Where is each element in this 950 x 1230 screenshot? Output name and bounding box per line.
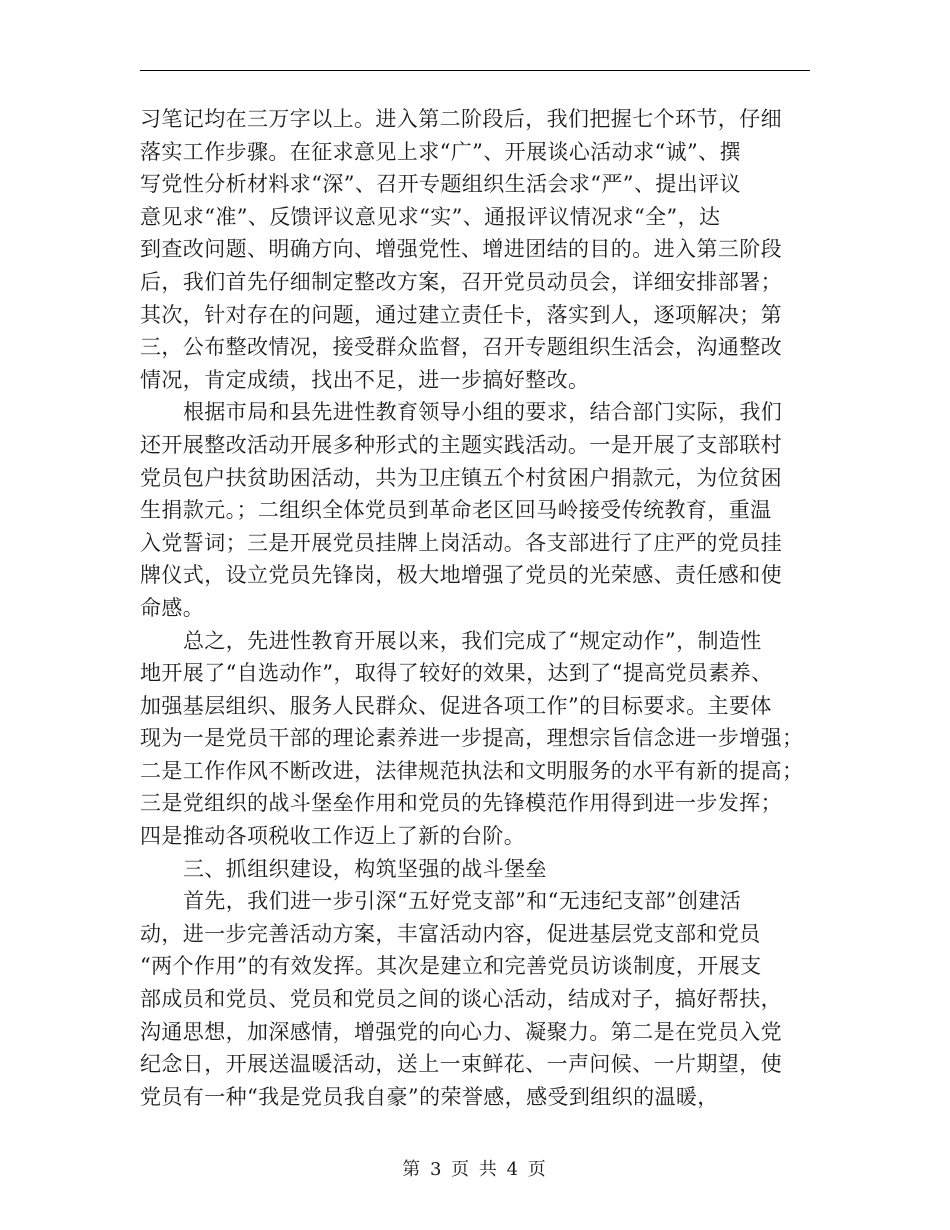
- text-line: 沟通思想，加深感情，增强党的向心力、凝聚力。第二是在党员入党: [140, 1019, 782, 1044]
- text-line: 落实工作步骤。在征求意见上求“广”、开展谈心活动求“诚”、撰: [140, 139, 741, 164]
- text-line: 写党性分析材料求“深”、召开专题组织生活会求“严”、提出评议: [140, 172, 741, 197]
- paragraph-start-line: 总之，先进性教育开展以来，我们完成了“规定动作”，制造性: [183, 628, 762, 653]
- text-line: 党员有一种“我是党员我自豪”的荣誉感，感受到组织的温暖，: [140, 1084, 719, 1109]
- text-line: 到查改问题、明确方向、增强党性、增进团结的目的。进入第三阶段: [140, 237, 782, 262]
- text-line: 党员包户扶贫助困活动，共为卫庄镇五个村贫困户捐款元，为位贫困: [140, 465, 782, 490]
- text-line: 四是推动各项税收工作迈上了新的台阶。: [140, 824, 526, 849]
- text-line: 部成员和党员、党员和党员之间的谈心活动，结成对子，搞好帮扶，: [140, 987, 782, 1012]
- text-line: 二是工作作风不断改进，法律规范执法和文明服务的水平有新的提高；: [140, 758, 804, 783]
- text-line: 动，进一步完善活动方案，丰富活动内容，促进基层党支部和党员: [140, 921, 761, 946]
- paragraph-start-line: 首先，我们进一步引深“五好党支部”和“无违纪支部”创建活: [183, 889, 742, 914]
- text-line: 加强基层组织、服务人民群众、促进各项工作”的目标要求。主要体: [140, 693, 772, 718]
- text-line: 意见求“准”、反馈评议意见求“实”、通报评议情况求“全”，达: [140, 204, 721, 229]
- paragraph-start-line: 根据市局和县先进性教育领导小组的要求，结合部门实际，我们: [183, 400, 783, 425]
- text-line: 还开展整改活动开展多种形式的主题实践活动。一是开展了支部联村: [140, 432, 782, 457]
- text-line: 生捐款元。；二组织全体党员到革命老区回马岭接受传统教育，重温: [140, 498, 772, 523]
- text-line: 三，公布整改情况，接受群众监督，召开专题组织生活会，沟通整改: [140, 335, 782, 360]
- text-line: 命感。: [140, 595, 205, 620]
- section-heading: 三、抓组织建设，构筑坚强的战斗堡垒: [183, 856, 547, 881]
- text-line: 地开展了“自选动作”，取得了较好的效果，达到了“提高党员素养、: [140, 661, 773, 686]
- text-line: 三是党组织的战斗堡垒作用和党员的先锋模范作用得到进一步发挥；: [140, 791, 782, 816]
- text-line: 纪念日，开展送温暖活动，送上一束鲜花、一声问候、一片期望，使: [140, 1052, 782, 1077]
- text-line: “两个作用”的有效发挥。其次是建立和完善党员访谈制度，开展支: [140, 954, 762, 979]
- text-line: 习笔记均在三万字以上。进入第二阶段后，我们把握七个环节，仔细: [140, 107, 782, 131]
- page-number-footer: 第 3 页 共 4 页: [402, 1159, 548, 1180]
- document-body: [140, 103, 820, 1113]
- text-line: 后，我们首先仔细制定整改方案，召开党员动员会，详细安排部署；: [140, 269, 782, 294]
- text-line: 其次，针对存在的问题，通过建立责任卡，落实到人，逐项解决；第: [140, 302, 782, 327]
- header-rule: [140, 70, 810, 71]
- text-line: 牌仪式，设立党员先锋岗，极大地增强了党员的光荣感、责任感和使: [140, 563, 782, 588]
- text-line: 现为一是党员干部的理论素养进一步提高，理想宗旨信念进一步增强；: [140, 726, 804, 751]
- text-line: 入党誓词；三是开展党员挂牌上岗活动。各支部进行了庄严的党员挂: [140, 530, 782, 555]
- text-line: 情况，肯定成绩，找出不足，进一步搞好整改。: [140, 367, 590, 392]
